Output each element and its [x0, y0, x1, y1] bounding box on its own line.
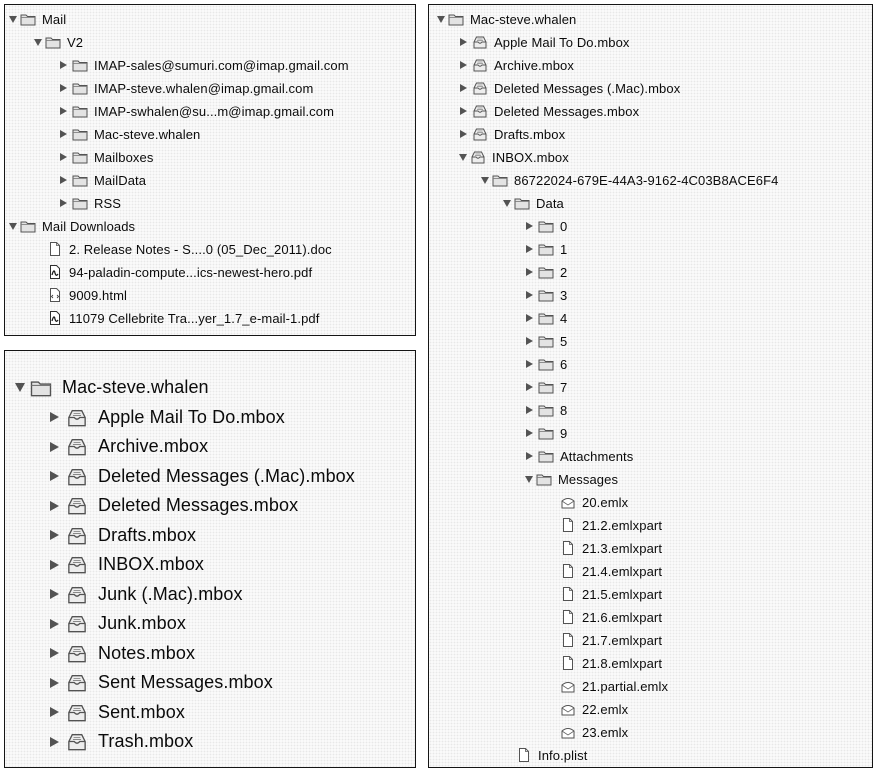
tree-item[interactable] [429, 698, 872, 720]
tree-item[interactable] [5, 238, 415, 260]
mail-folder-tree-panel [4, 4, 416, 336]
tree-item-label: Sent.mbox [98, 701, 185, 722]
tree-item-label: IMAP-sales@sumuri.com@imap.gmail.com [94, 57, 349, 73]
folder-icon [538, 219, 554, 233]
tree-item[interactable] [429, 77, 872, 99]
tree-item[interactable] [5, 192, 415, 214]
mbox-icon [66, 437, 88, 456]
tree-item[interactable] [429, 468, 872, 490]
tree-item-label: 9 [560, 425, 568, 441]
email-file-icon [560, 725, 576, 739]
tree-item-label: 21.4.emlxpart [582, 563, 663, 579]
tree-item-label: 6 [560, 356, 568, 372]
disclosure-triangle-expanded-icon[interactable] [9, 16, 17, 23]
disclosure-triangle-collapsed-icon[interactable] [60, 130, 67, 138]
tree-item-label: Data [536, 195, 564, 211]
folder-icon [514, 196, 530, 210]
mbox-icon [66, 585, 88, 604]
disclosure-triangle-expanded-icon[interactable] [503, 200, 511, 207]
mbox-icon [66, 526, 88, 545]
mbox-icon [472, 104, 488, 118]
tree-item-label: Deleted Messages.mbox [494, 103, 640, 119]
tree-item-label: 11079 Cellebrite Tra...yer_1.7_e-mail-1.pdf [69, 310, 320, 326]
mbox-icon [472, 127, 488, 141]
tree-item[interactable] [5, 123, 415, 145]
tree-item-label: 21.8.emlxpart [582, 655, 663, 671]
tree-item-label: Drafts.mbox [98, 524, 197, 545]
disclosure-triangle-collapsed-icon[interactable] [460, 84, 467, 92]
disclosure-triangle-collapsed-icon[interactable] [50, 707, 59, 717]
folder-icon [72, 104, 88, 118]
disclosure-triangle-expanded-icon[interactable] [459, 154, 467, 161]
tree-item[interactable] [429, 514, 872, 536]
mac-account-mailbox-panel [4, 350, 416, 768]
tree-item-label: Deleted Messages (.Mac).mbox [494, 80, 681, 96]
tree-item[interactable] [5, 307, 415, 329]
tree-item-label: 86722024-679E-44A3-9162-4C03B8ACE6F4 [514, 172, 779, 188]
tree-item-label: IMAP-swhalen@su...m@imap.gmail.com [94, 103, 335, 119]
tree-item-label: Mac-steve.whalen [62, 377, 209, 397]
tree-item[interactable] [429, 192, 872, 214]
disclosure-triangle-collapsed-icon[interactable] [60, 84, 67, 92]
tree-item-label: 21.7.emlxpart [582, 632, 663, 648]
pdf-icon [47, 311, 63, 325]
folder-icon [538, 357, 554, 371]
tree-item-label: MailData [94, 172, 147, 188]
tree-item[interactable] [5, 550, 415, 579]
disclosure-triangle-collapsed-icon[interactable] [60, 61, 67, 69]
document-icon [560, 610, 576, 624]
tree-item[interactable] [429, 215, 872, 237]
tree-item-label: Archive.mbox [494, 57, 574, 73]
tree-item[interactable] [429, 100, 872, 122]
disclosure-triangle-collapsed-icon[interactable] [50, 619, 59, 629]
tree-item-label: Sent Messages.mbox [98, 672, 273, 692]
disclosure-triangle-collapsed-icon[interactable] [60, 199, 67, 207]
tree-item-label: Mac-steve.whalen [94, 126, 201, 142]
mbox-icon [66, 673, 88, 692]
folder-icon [72, 81, 88, 95]
tree-item[interactable] [5, 284, 415, 306]
tree-item-label: 21.5.emlxpart [582, 586, 663, 602]
mbox-icon [470, 150, 486, 164]
mbox-icon [66, 467, 88, 486]
tree-item[interactable] [5, 668, 415, 697]
tree-item-label: Apple Mail To Do.mbox [494, 34, 630, 50]
disclosure-triangle-expanded-icon[interactable] [437, 16, 445, 23]
disclosure-triangle-collapsed-icon[interactable] [50, 648, 59, 658]
tree-item-label: Notes.mbox [98, 642, 196, 663]
document-icon [560, 541, 576, 555]
disclosure-triangle-collapsed-icon[interactable] [60, 107, 67, 115]
tree-item-label: 20.emlx [582, 494, 629, 510]
tree-item[interactable] [429, 353, 872, 375]
tree-item-label: Drafts.mbox [494, 126, 566, 142]
folder-icon [538, 380, 554, 394]
tree-item-label: 4 [560, 310, 568, 326]
html-file-icon [47, 288, 63, 302]
disclosure-triangle-collapsed-icon[interactable] [460, 38, 467, 46]
disclosure-triangle-collapsed-icon[interactable] [50, 442, 59, 452]
tree-item[interactable] [5, 609, 415, 638]
tree-item-label: 21.2.emlxpart [582, 517, 663, 533]
folder-icon [538, 403, 554, 417]
document-icon [47, 242, 63, 256]
tree-item-label: Archive.mbox [98, 436, 209, 456]
folder-icon [72, 150, 88, 164]
tree-item-label: INBOX.mbox [98, 554, 205, 574]
tree-item-label: IMAP-steve.whalen@imap.gmail.com [94, 80, 314, 96]
tree-item-label: Deleted Messages.mbox [98, 495, 299, 515]
disclosure-triangle-collapsed-icon[interactable] [50, 530, 59, 540]
tree-item-label: Info.plist [538, 747, 588, 763]
tree-item[interactable] [5, 580, 415, 609]
tree-item[interactable] [5, 77, 415, 99]
tree-item-label: RSS [94, 195, 122, 211]
disclosure-triangle-collapsed-icon[interactable] [526, 406, 533, 414]
disclosure-triangle-collapsed-icon[interactable] [60, 153, 67, 161]
folder-icon [538, 265, 554, 279]
disclosure-triangle-collapsed-icon[interactable] [526, 291, 533, 299]
tree-item-label: 21.3.emlxpart [582, 540, 663, 556]
mbox-icon [66, 732, 88, 751]
tree-item[interactable] [429, 169, 872, 191]
tree-item[interactable] [429, 537, 872, 559]
tree-item[interactable] [429, 560, 872, 582]
folder-icon [538, 449, 554, 463]
disclosure-triangle-collapsed-icon[interactable] [526, 429, 533, 437]
inbox-expanded-tree-panel [428, 4, 873, 768]
mbox-icon [66, 496, 88, 515]
document-icon [560, 518, 576, 532]
tree-item-label: 21.partial.emlx [582, 678, 669, 694]
tree-item-label: 7 [560, 379, 568, 395]
tree-item-label: 9009.html [69, 287, 127, 303]
tree-item[interactable] [429, 491, 872, 513]
tree-item-label: 2. Release Notes - S....0 (05_Dec_2011).doc [69, 241, 332, 257]
document-icon [560, 564, 576, 578]
disclosure-triangle-collapsed-icon[interactable] [460, 107, 467, 115]
tree-item[interactable] [429, 629, 872, 651]
disclosure-triangle-collapsed-icon[interactable] [460, 61, 467, 69]
email-file-icon [560, 702, 576, 716]
disclosure-triangle-collapsed-icon[interactable] [50, 412, 59, 422]
folder-icon [538, 334, 554, 348]
tree-item[interactable] [429, 146, 872, 168]
tree-item[interactable] [429, 54, 872, 76]
tree-item-label: Junk (.Mac).mbox [98, 583, 243, 604]
document-icon [560, 656, 576, 670]
mbox-icon [472, 81, 488, 95]
tree-item[interactable] [5, 432, 415, 461]
disclosure-triangle-collapsed-icon[interactable] [526, 268, 533, 276]
mbox-icon [66, 555, 88, 574]
tree-item[interactable] [429, 123, 872, 145]
document-icon [516, 748, 532, 762]
folder-icon [536, 472, 552, 486]
mbox-icon [66, 614, 88, 633]
tree-item-label: Deleted Messages (.Mac).mbox [98, 465, 355, 486]
disclosure-triangle-collapsed-icon[interactable] [50, 560, 59, 570]
tree-item[interactable] [429, 399, 872, 421]
folder-icon [538, 242, 554, 256]
tree-item[interactable] [5, 462, 415, 491]
tree-item[interactable] [429, 376, 872, 398]
tree-item[interactable] [429, 675, 872, 697]
email-file-icon [560, 679, 576, 693]
folder-icon [20, 219, 36, 233]
mbox-icon [66, 703, 88, 722]
tree-item-label: Mailboxes [94, 149, 154, 165]
tree-item-label: 0 [560, 218, 568, 234]
disclosure-triangle-expanded-icon[interactable] [15, 383, 25, 392]
tree-item-label: V2 [67, 34, 84, 50]
tree-item[interactable] [5, 403, 415, 432]
folder-icon [538, 426, 554, 440]
tree-item[interactable] [429, 31, 872, 53]
tree-item[interactable] [5, 215, 415, 237]
tree-item[interactable] [429, 744, 872, 766]
tree-item[interactable] [5, 373, 415, 402]
disclosure-triangle-collapsed-icon[interactable] [50, 471, 59, 481]
tree-item-label: 23.emlx [582, 724, 629, 740]
tree-item-label: 21.6.emlxpart [582, 609, 663, 625]
disclosure-triangle-collapsed-icon[interactable] [50, 589, 59, 599]
tree-item[interactable] [5, 31, 415, 53]
tree-item[interactable] [5, 727, 415, 756]
tree-item-label: 22.emlx [582, 701, 629, 717]
tree-item[interactable] [5, 100, 415, 122]
tree-item-label: 3 [560, 287, 568, 303]
tree-item[interactable] [429, 307, 872, 329]
folder-icon [72, 173, 88, 187]
disclosure-triangle-collapsed-icon[interactable] [526, 360, 533, 368]
disclosure-triangle-collapsed-icon[interactable] [526, 337, 533, 345]
disclosure-triangle-collapsed-icon[interactable] [60, 176, 67, 184]
disclosure-triangle-collapsed-icon[interactable] [460, 130, 467, 138]
tree-item-label: 1 [560, 241, 568, 257]
folder-icon [30, 378, 52, 397]
folder-icon [538, 288, 554, 302]
tree-item-label: 2 [560, 264, 568, 280]
folder-icon [538, 311, 554, 325]
folder-icon [45, 35, 61, 49]
disclosure-triangle-collapsed-icon[interactable] [526, 383, 533, 391]
tree-item[interactable] [5, 521, 415, 550]
tree-item[interactable] [429, 583, 872, 605]
tree-item[interactable] [429, 422, 872, 444]
folder-icon [448, 12, 464, 26]
tree-item-label: Trash.mbox [98, 731, 194, 751]
disclosure-triangle-collapsed-icon[interactable] [526, 222, 533, 230]
tree-item[interactable] [429, 8, 872, 30]
tree-item[interactable] [429, 238, 872, 260]
mbox-icon [472, 35, 488, 49]
tree-item-label: Mail [42, 11, 67, 27]
tree-item[interactable] [429, 652, 872, 674]
disclosure-triangle-expanded-icon[interactable] [525, 476, 533, 483]
tree-item-label: Messages [558, 471, 619, 487]
tree-item[interactable] [5, 698, 415, 727]
tree-item-label: Mail Downloads [42, 218, 136, 234]
folder-icon [72, 58, 88, 72]
folder-icon [20, 12, 36, 26]
tree-item-label: Junk.mbox [98, 613, 186, 633]
mbox-icon [472, 58, 488, 72]
tree-item[interactable] [5, 169, 415, 191]
disclosure-triangle-collapsed-icon[interactable] [50, 501, 59, 511]
folder-icon [72, 196, 88, 210]
tree-item[interactable] [5, 146, 415, 168]
disclosure-triangle-expanded-icon[interactable] [481, 177, 489, 184]
email-file-icon [560, 495, 576, 509]
tree-item-label: Attachments [560, 448, 634, 464]
tree-item-label: 5 [560, 333, 568, 349]
disclosure-triangle-collapsed-icon[interactable] [50, 678, 59, 688]
folder-icon [72, 127, 88, 141]
tree-item[interactable] [5, 8, 415, 30]
document-icon [560, 587, 576, 601]
tree-item[interactable] [429, 284, 872, 306]
tree-item-label: 94-paladin-compute...ics-newest-hero.pdf [69, 264, 313, 280]
disclosure-triangle-expanded-icon[interactable] [9, 223, 17, 230]
document-icon [560, 633, 576, 647]
disclosure-triangle-collapsed-icon[interactable] [50, 737, 59, 747]
tree-item[interactable] [429, 330, 872, 352]
folder-icon [492, 173, 508, 187]
tree-item-label: Apple Mail To Do.mbox [98, 406, 285, 427]
tree-item[interactable] [429, 261, 872, 283]
disclosure-triangle-collapsed-icon[interactable] [526, 314, 533, 322]
tree-item[interactable] [429, 721, 872, 743]
tree-item[interactable] [429, 445, 872, 467]
tree-item-label: Mac-steve.whalen [470, 11, 577, 27]
tree-item[interactable] [5, 491, 415, 520]
tree-item-label: 8 [560, 402, 568, 418]
mbox-icon [66, 644, 88, 663]
disclosure-triangle-collapsed-icon[interactable] [526, 245, 533, 253]
disclosure-triangle-collapsed-icon[interactable] [526, 452, 533, 460]
tree-item[interactable] [5, 54, 415, 76]
tree-item[interactable] [5, 639, 415, 668]
tree-item-label: INBOX.mbox [492, 149, 569, 165]
mbox-icon [66, 408, 88, 427]
tree-item[interactable] [429, 606, 872, 628]
tree-item[interactable] [5, 261, 415, 283]
pdf-icon [47, 265, 63, 279]
disclosure-triangle-expanded-icon[interactable] [34, 39, 42, 46]
